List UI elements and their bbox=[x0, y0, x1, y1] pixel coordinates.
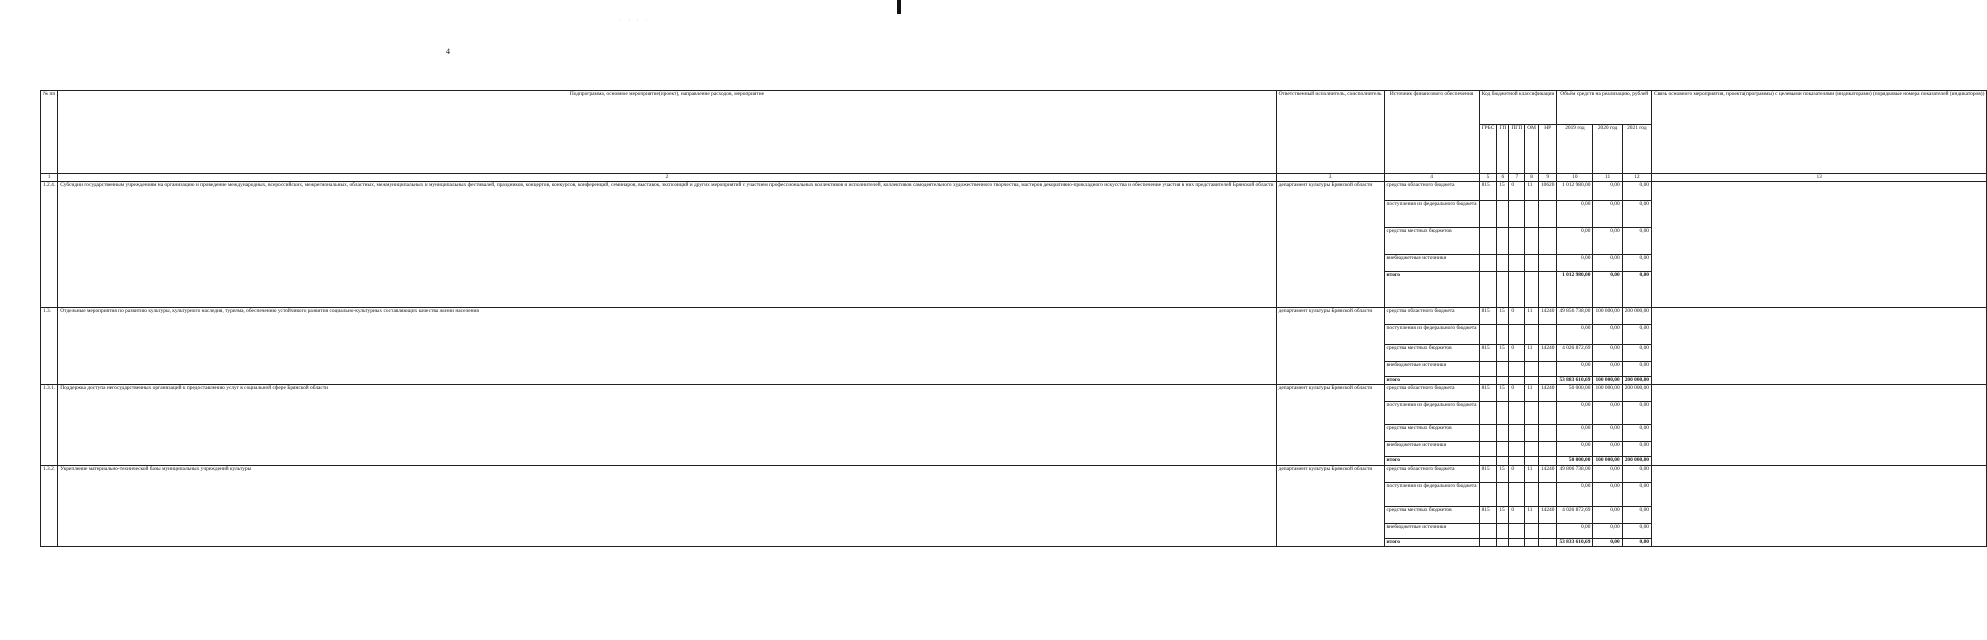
amount-2020: 0,00 bbox=[1593, 228, 1622, 255]
amount-2021: 0,00 bbox=[1622, 182, 1651, 201]
amount-2020: 0,00 bbox=[1593, 255, 1622, 272]
table-row bbox=[41, 385, 1987, 402]
amount-2021: 0,00 bbox=[1622, 523, 1651, 538]
header-gp: ГП bbox=[1497, 125, 1509, 174]
amount-2020: 100 000,00 bbox=[1593, 377, 1622, 385]
code-om bbox=[1525, 272, 1539, 308]
code-pgp bbox=[1509, 457, 1525, 465]
amount-2020: 100 000,00 bbox=[1593, 308, 1622, 325]
code-grbs: 815 bbox=[1479, 345, 1497, 362]
amount-2019: 0,00 bbox=[1557, 402, 1593, 425]
amount-2019: 0,00 bbox=[1557, 482, 1593, 506]
header-exec: Ответственный исполнитель, соисполнитель bbox=[1276, 91, 1384, 174]
code-gp bbox=[1497, 523, 1509, 538]
amount-2020: 0,00 bbox=[1593, 465, 1622, 482]
code-nr: 14240 bbox=[1538, 385, 1556, 402]
amount-2019: 49 806 738,00 bbox=[1557, 465, 1593, 482]
column-number: 8 bbox=[1525, 174, 1539, 182]
column-number: 1 bbox=[41, 174, 58, 182]
code-gp bbox=[1497, 538, 1509, 546]
code-nr bbox=[1538, 482, 1556, 506]
code-grbs: 815 bbox=[1479, 308, 1497, 325]
funding-source: средства областного бюджета bbox=[1384, 182, 1479, 201]
code-grbs: 815 bbox=[1479, 465, 1497, 482]
column-number: 4 bbox=[1384, 174, 1479, 182]
amount-2020: 0,00 bbox=[1593, 325, 1622, 345]
funding-source: средства местных бюджетов bbox=[1384, 425, 1479, 442]
code-grbs bbox=[1479, 325, 1497, 345]
amount-2019: 1 012 980,00 bbox=[1557, 272, 1593, 308]
code-grbs: 815 bbox=[1479, 385, 1497, 402]
indicator-link bbox=[1651, 465, 1986, 546]
budget-table bbox=[40, 90, 1987, 547]
amount-2020: 0,00 bbox=[1593, 201, 1622, 228]
code-grbs bbox=[1479, 425, 1497, 442]
amount-2021: 0,00 bbox=[1622, 255, 1651, 272]
amount-2021: 0,00 bbox=[1622, 506, 1651, 523]
amount-2020: 0,00 bbox=[1593, 442, 1622, 457]
amount-2019: 0,00 bbox=[1557, 362, 1593, 377]
amount-2020: 0,00 bbox=[1593, 402, 1622, 425]
amount-2021: 0,00 bbox=[1622, 228, 1651, 255]
code-om bbox=[1525, 362, 1539, 377]
column-number: 6 bbox=[1497, 174, 1509, 182]
code-nr bbox=[1538, 523, 1556, 538]
code-pgp bbox=[1509, 402, 1525, 425]
code-om bbox=[1525, 255, 1539, 272]
header-row-1 bbox=[41, 91, 1987, 125]
section-name: Отдельные мероприятия по развитию культуры, культурного наследия, туризма, обеспечению устойчивого развития социально-культурных составляющих качества жизни населения bbox=[58, 308, 1276, 385]
code-grbs bbox=[1479, 228, 1497, 255]
amount-2020: 0,00 bbox=[1593, 345, 1622, 362]
header-link: Связь основного мероприятия, проекта(программы) с целевыми показателями (индикаторами) (порядковые номера показателей (индикаторов)) bbox=[1651, 91, 1986, 174]
code-pgp: 0 bbox=[1509, 506, 1525, 523]
column-number: 2 bbox=[58, 174, 1276, 182]
amount-2021: 200 000,00 bbox=[1622, 385, 1651, 402]
code-gp: 15 bbox=[1497, 345, 1509, 362]
amount-2019: 0,00 bbox=[1557, 201, 1593, 228]
amount-2020: 100 000,00 bbox=[1593, 457, 1622, 465]
code-nr: 14240 bbox=[1538, 308, 1556, 325]
code-om bbox=[1525, 457, 1539, 465]
code-nr: 14240 bbox=[1538, 465, 1556, 482]
code-grbs bbox=[1479, 255, 1497, 272]
code-pgp: 0 bbox=[1509, 465, 1525, 482]
code-grbs bbox=[1479, 377, 1497, 385]
code-gp bbox=[1497, 228, 1509, 255]
amount-2021: 0,00 bbox=[1622, 538, 1651, 546]
amount-2020: 0,00 bbox=[1593, 482, 1622, 506]
header-pgp: ПГП bbox=[1509, 125, 1525, 174]
amount-2020: 0,00 bbox=[1593, 182, 1622, 201]
table-row bbox=[41, 182, 1987, 201]
header-2021: 2021 год bbox=[1622, 125, 1651, 174]
code-grbs bbox=[1479, 523, 1497, 538]
code-om: 11 bbox=[1525, 308, 1539, 325]
section-executor: департамент культуры Брянской области bbox=[1276, 385, 1384, 465]
section-name: Укрепление материально-технической базы муниципальных учреждений культуры bbox=[58, 465, 1276, 546]
code-om bbox=[1525, 325, 1539, 345]
amount-2019: 0,00 bbox=[1557, 442, 1593, 457]
column-number: 10 bbox=[1557, 174, 1593, 182]
header-amount: Объём средств на реализацию, рублей bbox=[1557, 91, 1652, 125]
funding-source: внебюджетные источники bbox=[1384, 255, 1479, 272]
amount-2021: 0,00 bbox=[1622, 272, 1651, 308]
amount-2021: 0,00 bbox=[1622, 465, 1651, 482]
code-pgp bbox=[1509, 482, 1525, 506]
code-om bbox=[1525, 228, 1539, 255]
code-pgp bbox=[1509, 325, 1525, 345]
amount-2020: 0,00 bbox=[1593, 538, 1622, 546]
funding-source: средства местных бюджетов bbox=[1384, 506, 1479, 523]
scan-edge-mark bbox=[897, 0, 901, 14]
code-om: 11 bbox=[1525, 345, 1539, 362]
code-gp bbox=[1497, 425, 1509, 442]
section-executor: департамент культуры Брянской области bbox=[1276, 465, 1384, 546]
code-gp bbox=[1497, 457, 1509, 465]
section-name: Субсидии государственным учреждениям на организацию и проведение международных, всероссийских, межрегиональных, областных, межмуниципальных и муниципальных фестивалей, праздников, концертов, конкурсов, конференций, семинаров, выставок, экспозиций и других мероприятий с участием профессиональных коллективов и исполнителей, коллективов самодеятельного художественного творчества, мастеров декоративно-прикладного искусства и обеспечение участия в них представителей Брянской области bbox=[58, 182, 1276, 308]
amount-2020: 0,00 bbox=[1593, 362, 1622, 377]
code-pgp bbox=[1509, 255, 1525, 272]
code-nr bbox=[1538, 402, 1556, 425]
section-number: 1.3. bbox=[41, 308, 58, 385]
code-nr bbox=[1538, 442, 1556, 457]
amount-2021: 200 000,00 bbox=[1622, 457, 1651, 465]
code-gp bbox=[1497, 482, 1509, 506]
code-om: 11 bbox=[1525, 385, 1539, 402]
code-pgp bbox=[1509, 425, 1525, 442]
code-om bbox=[1525, 482, 1539, 506]
amount-2019: 0,00 bbox=[1557, 325, 1593, 345]
section-name: Поддержка доступа негосударственных организаций к предоставлению услуг в социальной сфере Брянской области bbox=[58, 385, 1276, 465]
code-grbs: 815 bbox=[1479, 182, 1497, 201]
code-pgp: 0 bbox=[1509, 182, 1525, 201]
code-nr bbox=[1538, 272, 1556, 308]
code-om bbox=[1525, 377, 1539, 385]
amount-2021: 0,00 bbox=[1622, 442, 1651, 457]
header-budget-code: Код бюджетной классификации bbox=[1479, 91, 1557, 125]
code-grbs bbox=[1479, 402, 1497, 425]
column-number: 7 bbox=[1509, 174, 1525, 182]
amount-2021: 200 000,00 bbox=[1622, 308, 1651, 325]
code-gp: 15 bbox=[1497, 182, 1509, 201]
code-nr: 14240 bbox=[1538, 506, 1556, 523]
column-number: 12 bbox=[1622, 174, 1651, 182]
indicator-link bbox=[1651, 308, 1986, 385]
code-nr bbox=[1538, 255, 1556, 272]
code-om bbox=[1525, 425, 1539, 442]
code-pgp bbox=[1509, 442, 1525, 457]
code-grbs bbox=[1479, 442, 1497, 457]
amount-2020: 0,00 bbox=[1593, 272, 1622, 308]
code-om bbox=[1525, 201, 1539, 228]
code-grbs bbox=[1479, 538, 1497, 546]
amount-2021: 0,00 bbox=[1622, 402, 1651, 425]
amount-2021: 0,00 bbox=[1622, 362, 1651, 377]
amount-2019: 0,00 bbox=[1557, 523, 1593, 538]
section-executor: департамент культуры Брянской области bbox=[1276, 308, 1384, 385]
code-grbs bbox=[1479, 457, 1497, 465]
code-om bbox=[1525, 402, 1539, 425]
code-grbs bbox=[1479, 482, 1497, 506]
code-gp bbox=[1497, 402, 1509, 425]
funding-source: внебюджетные источники bbox=[1384, 362, 1479, 377]
code-pgp bbox=[1509, 272, 1525, 308]
header-name: Подпрограмма, основное мероприятие(проект), направление расходов, мероприятие bbox=[58, 91, 1276, 174]
amount-2020: 100 000,00 bbox=[1593, 385, 1622, 402]
code-grbs bbox=[1479, 362, 1497, 377]
amount-2019: 0,00 bbox=[1557, 425, 1593, 442]
code-gp: 15 bbox=[1497, 308, 1509, 325]
amount-2019: 4 026 872,69 bbox=[1557, 345, 1593, 362]
funding-source: средства областного бюджета bbox=[1384, 308, 1479, 325]
code-nr bbox=[1538, 362, 1556, 377]
code-gp bbox=[1497, 255, 1509, 272]
amount-2021: 0,00 bbox=[1622, 325, 1651, 345]
column-number: 9 bbox=[1538, 174, 1556, 182]
code-gp bbox=[1497, 362, 1509, 377]
code-gp bbox=[1497, 201, 1509, 228]
funding-source: итого bbox=[1384, 272, 1479, 308]
header-nr: НР bbox=[1538, 125, 1556, 174]
code-pgp bbox=[1509, 523, 1525, 538]
amount-2019: 4 026 872,69 bbox=[1557, 506, 1593, 523]
header-num: № пп bbox=[41, 91, 58, 174]
amount-2021: 0,00 bbox=[1622, 345, 1651, 362]
code-om bbox=[1525, 523, 1539, 538]
code-gp: 15 bbox=[1497, 506, 1509, 523]
funding-source: итого bbox=[1384, 538, 1479, 546]
amount-2019: 0,00 bbox=[1557, 228, 1593, 255]
code-om: 11 bbox=[1525, 465, 1539, 482]
code-nr bbox=[1538, 425, 1556, 442]
code-nr bbox=[1538, 201, 1556, 228]
amount-2019: 50 000,00 bbox=[1557, 457, 1593, 465]
section-executor: департамент культуры Брянской области bbox=[1276, 182, 1384, 308]
code-grbs: 815 bbox=[1479, 506, 1497, 523]
code-gp bbox=[1497, 377, 1509, 385]
funding-source: поступления из федерального бюджета bbox=[1384, 201, 1479, 228]
code-om: 11 bbox=[1525, 506, 1539, 523]
code-pgp bbox=[1509, 377, 1525, 385]
column-number: 11 bbox=[1593, 174, 1622, 182]
amount-2021: 200 000,00 bbox=[1622, 377, 1651, 385]
funding-source: средства местных бюджетов bbox=[1384, 345, 1479, 362]
code-gp: 15 bbox=[1497, 385, 1509, 402]
amount-2019: 53 833 610,69 bbox=[1557, 538, 1593, 546]
funding-source: средства областного бюджета bbox=[1384, 465, 1479, 482]
section-number: 1.3.1. bbox=[41, 385, 58, 465]
indicator-link bbox=[1651, 182, 1986, 308]
code-gp: 15 bbox=[1497, 465, 1509, 482]
code-pgp bbox=[1509, 228, 1525, 255]
amount-2021: 0,00 bbox=[1622, 482, 1651, 506]
code-nr: 14240 bbox=[1538, 345, 1556, 362]
header-2020: 2020 год bbox=[1593, 125, 1622, 174]
code-om bbox=[1525, 538, 1539, 546]
amount-2019: 53 883 610,69 bbox=[1557, 377, 1593, 385]
section-number: 1.2.4. bbox=[41, 182, 58, 308]
code-grbs bbox=[1479, 272, 1497, 308]
code-nr bbox=[1538, 325, 1556, 345]
code-pgp: 0 bbox=[1509, 385, 1525, 402]
amount-2020: 0,00 bbox=[1593, 425, 1622, 442]
funding-source: итого bbox=[1384, 457, 1479, 465]
column-number-row bbox=[41, 174, 1987, 182]
code-pgp: 0 bbox=[1509, 345, 1525, 362]
amount-2021: 0,00 bbox=[1622, 425, 1651, 442]
code-pgp bbox=[1509, 362, 1525, 377]
funding-source: поступления из федерального бюджета bbox=[1384, 325, 1479, 345]
header-source: Источник финансового обеспечения bbox=[1384, 91, 1479, 174]
code-om: 11 bbox=[1525, 182, 1539, 201]
column-number: 5 bbox=[1479, 174, 1497, 182]
funding-source: средства местных бюджетов bbox=[1384, 228, 1479, 255]
code-nr bbox=[1538, 228, 1556, 255]
code-pgp bbox=[1509, 201, 1525, 228]
scan-dots: . . . . bbox=[620, 17, 650, 22]
section-number: 1.3.2. bbox=[41, 465, 58, 546]
code-nr: 10620 bbox=[1538, 182, 1556, 201]
amount-2019: 1 012 980,00 bbox=[1557, 182, 1593, 201]
column-number: 13 bbox=[1651, 174, 1986, 182]
code-nr bbox=[1538, 457, 1556, 465]
table-row bbox=[41, 308, 1987, 325]
funding-source: внебюджетные источники bbox=[1384, 442, 1479, 457]
code-gp bbox=[1497, 442, 1509, 457]
funding-source: поступления из федерального бюджета bbox=[1384, 482, 1479, 506]
header-grbs: ГРБС bbox=[1479, 125, 1497, 174]
code-nr bbox=[1538, 377, 1556, 385]
indicator-link bbox=[1651, 385, 1986, 465]
amount-2019: 0,00 bbox=[1557, 255, 1593, 272]
table-row bbox=[41, 465, 1987, 482]
amount-2020: 0,00 bbox=[1593, 506, 1622, 523]
code-om bbox=[1525, 442, 1539, 457]
header-om: ОМ bbox=[1525, 125, 1539, 174]
code-grbs bbox=[1479, 201, 1497, 228]
column-number: 3 bbox=[1276, 174, 1384, 182]
funding-source: внебюджетные источники bbox=[1384, 523, 1479, 538]
funding-source: итого bbox=[1384, 377, 1479, 385]
code-gp bbox=[1497, 272, 1509, 308]
amount-2020: 0,00 bbox=[1593, 523, 1622, 538]
header-2019: 2019 год bbox=[1557, 125, 1593, 174]
page-number: 4 bbox=[446, 47, 450, 56]
funding-source: поступления из федерального бюджета bbox=[1384, 402, 1479, 425]
amount-2019: 50 000,00 bbox=[1557, 385, 1593, 402]
funding-source: средства областного бюджета bbox=[1384, 385, 1479, 402]
code-pgp bbox=[1509, 538, 1525, 546]
code-gp bbox=[1497, 325, 1509, 345]
code-nr bbox=[1538, 538, 1556, 546]
amount-2021: 0,00 bbox=[1622, 201, 1651, 228]
code-pgp: 0 bbox=[1509, 308, 1525, 325]
amount-2019: 49 856 738,00 bbox=[1557, 308, 1593, 325]
